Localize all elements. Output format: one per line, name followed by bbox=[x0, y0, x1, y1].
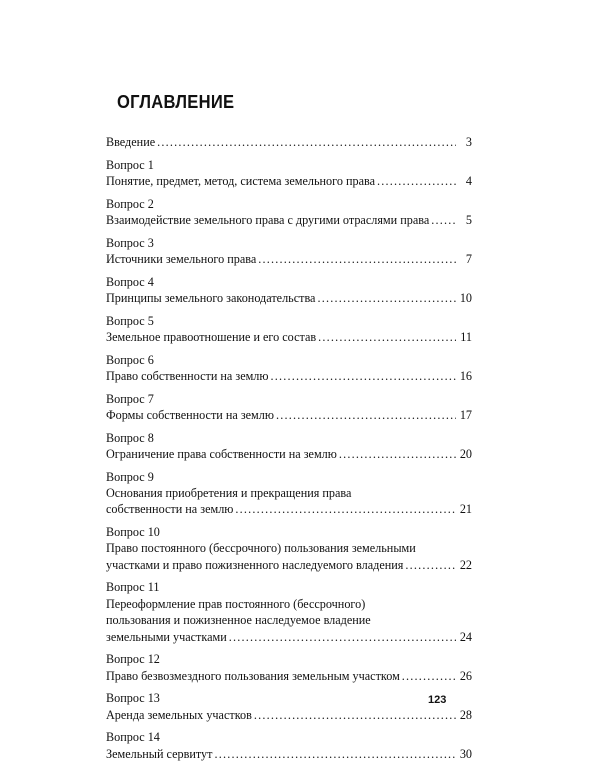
dot-leader bbox=[339, 446, 456, 462]
page-title: ОГЛАВЛЕНИЕ bbox=[117, 92, 235, 112]
question-label: Вопрос 6 bbox=[106, 352, 154, 367]
entry-title: Земельный сервитут bbox=[106, 746, 213, 761]
entry-page-number: 10 bbox=[459, 291, 472, 305]
entry-title-line: Основания приобретения и прекращения права bbox=[106, 486, 352, 500]
dot-leader bbox=[276, 407, 456, 423]
entry-page-number: 30 bbox=[459, 746, 472, 761]
dot-leader bbox=[431, 212, 456, 228]
question-label: Вопрос 2 bbox=[106, 196, 154, 211]
entry-title: земельными участками bbox=[106, 629, 227, 644]
toc-entry bbox=[106, 134, 472, 150]
question-label: Вопрос 11 bbox=[106, 580, 160, 595]
entry-page-number: 26 bbox=[459, 668, 472, 683]
entry-title: Формы собственности на землю bbox=[106, 408, 274, 422]
entry-title-line: Переоформление прав постоянного (бессрочного) bbox=[106, 596, 366, 611]
entry-title: Земельное правоотношение и его состав bbox=[106, 330, 317, 344]
entry-page-number: 4 bbox=[465, 174, 472, 188]
toc-entry bbox=[106, 729, 472, 762]
entry-title: Введение bbox=[106, 135, 156, 149]
entry-page-number: 22 bbox=[459, 557, 472, 572]
entry-page-number: 21 bbox=[459, 502, 472, 517]
dot-leader bbox=[229, 629, 456, 645]
question-label: Вопрос 1 bbox=[106, 157, 154, 172]
entry-page-number: 24 bbox=[459, 629, 472, 644]
question-label: Вопрос 3 bbox=[106, 235, 154, 250]
toc-entry bbox=[106, 651, 472, 684]
entry-page-number: 7 bbox=[465, 252, 472, 266]
question-label: Вопрос 13 bbox=[106, 691, 160, 706]
toc-entry bbox=[106, 524, 472, 573]
toc-entry bbox=[106, 313, 472, 346]
question-label: Вопрос 12 bbox=[106, 652, 160, 667]
question-label: Вопрос 4 bbox=[106, 274, 154, 289]
dot-leader bbox=[271, 368, 457, 384]
entry-page-number: 3 bbox=[465, 135, 472, 149]
question-label: Вопрос 9 bbox=[106, 469, 154, 484]
entry-page-number: 28 bbox=[459, 707, 472, 722]
entry-title-line: пользования и пожизненное наследуемое владение bbox=[106, 613, 371, 628]
toc-entry bbox=[106, 579, 472, 645]
dot-leader bbox=[377, 173, 456, 189]
dot-leader bbox=[157, 134, 456, 150]
question-label: Вопрос 7 bbox=[106, 391, 154, 406]
entry-title-row bbox=[106, 557, 472, 573]
question-label: Вопрос 5 bbox=[106, 313, 154, 328]
table-of-contents bbox=[106, 92, 472, 768]
entry-title: Принципы земельного законодательства bbox=[106, 291, 316, 305]
entry-title: собственности на землю bbox=[106, 502, 234, 517]
toc-entry bbox=[106, 352, 472, 385]
entry-title-line: Право постоянного (бессрочного) пользования земельными bbox=[106, 541, 416, 556]
dot-leader bbox=[214, 746, 456, 762]
toc-entry bbox=[106, 157, 472, 190]
entry-page-number: 11 bbox=[460, 330, 472, 344]
dot-leader bbox=[254, 707, 456, 723]
toc-entry bbox=[106, 430, 472, 463]
dot-leader bbox=[402, 668, 456, 684]
entry-page-number: 20 bbox=[459, 447, 472, 461]
entry-title: Право собственности на землю bbox=[106, 369, 269, 383]
entry-title-row bbox=[106, 746, 472, 762]
entry-title-row bbox=[106, 290, 472, 306]
entry-title: участками и право пожизненного наследуемого владения bbox=[106, 557, 404, 572]
entry-title-row bbox=[106, 629, 472, 645]
toc-entry bbox=[106, 690, 472, 723]
toc-entry bbox=[106, 469, 472, 518]
dot-leader bbox=[235, 501, 456, 517]
page-number: 123 bbox=[428, 694, 447, 706]
entry-page-number: 5 bbox=[465, 213, 472, 227]
entry-page-number: 17 bbox=[459, 408, 472, 422]
entry-title-row bbox=[106, 446, 472, 462]
entry-title-row bbox=[106, 407, 472, 423]
dot-leader bbox=[258, 251, 456, 267]
question-label: Вопрос 10 bbox=[106, 525, 160, 539]
dot-leader bbox=[318, 329, 456, 345]
dot-leader bbox=[405, 557, 456, 573]
toc-entry bbox=[106, 235, 472, 268]
question-label: Вопрос 14 bbox=[106, 730, 160, 745]
entry-title: Аренда земельных участков bbox=[106, 707, 252, 722]
entry-title-row bbox=[106, 134, 472, 150]
entry-title: Право безвозмездного пользования земельным участком bbox=[106, 668, 400, 683]
entry-title-row bbox=[106, 707, 472, 723]
entry-title-row bbox=[106, 501, 472, 517]
entry-title: Источники земельного права bbox=[106, 252, 257, 266]
question-label: Вопрос 8 bbox=[106, 430, 154, 445]
entry-title-row bbox=[106, 368, 472, 384]
entry-title-row bbox=[106, 173, 472, 189]
entry-title-row bbox=[106, 212, 472, 228]
toc-entry bbox=[106, 274, 472, 307]
entry-page-number: 16 bbox=[459, 369, 472, 383]
toc-entry bbox=[106, 391, 472, 424]
entry-title: Ограничение права собственности на землю bbox=[106, 447, 337, 461]
entry-title-row bbox=[106, 329, 472, 345]
dot-leader bbox=[317, 290, 456, 306]
toc-entry bbox=[106, 196, 472, 229]
toc-list bbox=[106, 134, 472, 762]
entry-title: Взаимодействие земельного права с другими отраслями права bbox=[106, 213, 430, 227]
entry-title-row bbox=[106, 668, 472, 684]
entry-title: Понятие, предмет, метод, система земельного права bbox=[106, 174, 376, 188]
entry-title-row bbox=[106, 251, 472, 267]
